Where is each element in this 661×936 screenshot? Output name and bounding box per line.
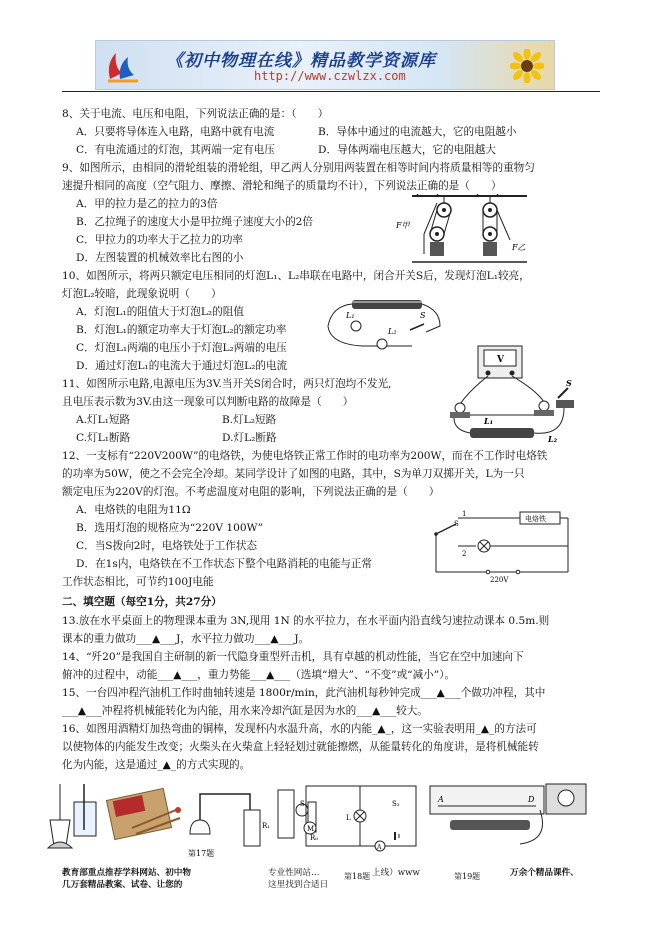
q12-option-d-2: 工作状态相比，可节约100J电能	[62, 576, 214, 588]
caption-q17: 第17题	[188, 849, 215, 858]
footer-line-5: 上线）www	[372, 868, 420, 878]
q11-option-a: A.灯L₁短路	[76, 414, 131, 426]
q11-option-c: C.灯L₁断路	[76, 432, 131, 444]
q10-stem-2: 灯泡L₂较暗，此现象说明（ ）	[62, 288, 222, 300]
q10-option-b: B．灯泡L₁的额定功率大于灯泡L₂的额定功率	[76, 324, 287, 336]
footer-line-3: 专业性网站…	[268, 868, 320, 878]
q10-option-d: D．通过灯泡L₁的电流大于通过灯泡L₂的电流	[76, 360, 288, 372]
q11-option-d: D.灯L₂断路	[222, 432, 277, 444]
pulley-label-f-jia: F甲	[396, 221, 410, 230]
circuit-label-s1: S₁	[300, 800, 308, 808]
q14-stem-2: 俯冲的过程中，动能___▲___，重力势能___▲___（选填“增大”、“不变”或“减小”）。	[62, 669, 456, 681]
pulley-figure	[392, 194, 542, 266]
circuit-label-s2: S₂	[392, 800, 400, 808]
alcohol-lamp-figure	[48, 784, 96, 848]
matchbox-figure	[106, 788, 181, 839]
series-lamp-label-l2: L₂	[388, 327, 397, 336]
circuit-label-220v: 220V	[490, 576, 509, 584]
q11-option-b: B.灯L₂短路	[222, 414, 277, 426]
q9-option-b: B．乙拉绳子的速度大小是甲拉绳子速度大小的2倍	[76, 216, 313, 228]
series-lamp-label-s: S	[420, 311, 426, 320]
pulley-label-f-yi: F乙	[512, 243, 526, 252]
resistance-wire-figure	[430, 784, 586, 844]
q8-option-b: B．导体中通过的电流越大，它的电阻越小	[318, 126, 517, 138]
circuit-label-m: M	[307, 825, 315, 833]
caption-q18: 第18题	[344, 872, 371, 881]
circuit-label-1: 1	[462, 510, 467, 518]
series-lamp-figure	[322, 296, 447, 354]
q12-stem-2: 的功率为50W，使之不会完全冷却。某同学设计了如图的电路，其中，S为单刀双掷开关，L为一只	[62, 468, 525, 480]
section-2-heading: 二、填空题（每空1分，共27分）	[62, 596, 222, 608]
q10-option-c: C．灯泡L₁两端的电压小于灯泡L₂两端的电压	[76, 342, 287, 354]
sunflower-icon	[510, 49, 544, 83]
voltmeter-label-s: S	[566, 378, 572, 388]
circuit-label-s: S	[454, 520, 459, 528]
q9-option-c: C．甲拉力的功率大于乙拉力的功率	[76, 234, 244, 246]
bent-tube-figure	[188, 794, 270, 858]
header-banner	[95, 40, 555, 90]
q12-stem: 12、一支标有“220V200W”的电烙铁，为使电烙铁正常工作时的电功率为200W，而在不工作时电烙铁	[62, 450, 548, 462]
banner-title: 《初中物理在线》精品教学资源库	[166, 51, 436, 71]
q14-stem: 14、“歼20”是我国自主研制的新一代隐身重型歼击机，具有卓越的机动性能，当它在空中加速向下	[62, 651, 524, 663]
q13-stem-2: 课本的重力做功___▲___J，水平拉力做功___▲___J。	[62, 633, 310, 645]
footer-line-2: 几万套精品教案、试卷、让您的	[62, 880, 183, 890]
banner-url[interactable]: http://www.czwlzx.com	[254, 69, 406, 83]
footer-line-6: 万余个精品课件、	[510, 868, 579, 878]
q12-option-b: B．选用灯泡的规格应为“220V 100W”	[76, 522, 264, 534]
voltmeter-label-v: V	[497, 355, 504, 365]
resistor-figure	[278, 790, 318, 842]
wire-label-a: A	[438, 795, 444, 804]
circuit-label-dianlaotie: 电烙铁	[525, 515, 546, 523]
caption-q19: 第19题	[454, 872, 481, 881]
header-rule	[62, 91, 600, 92]
circuit-label-a: A	[377, 844, 382, 851]
site-logo-icon	[102, 45, 142, 85]
q16-stem-3: 化为内能，这是通过_▲_的方式实现的。	[62, 759, 251, 771]
q12-option-c: C．当S拨向2时，电烙铁处于工作状态	[76, 540, 258, 552]
q11-stem-2: 且电压表示数为3V.由这一现象可以判断电路的故障是（ ）	[62, 396, 354, 408]
footer-line-1: 教育部重点推荐学科网站、初中物	[62, 868, 191, 878]
voltmeter-figure	[440, 340, 580, 448]
q15-stem: 15、一台四冲程汽油机工作时曲轴转速是 1800r/min，此汽油机每秒钟完成___▲___个做功冲程，其中	[62, 687, 546, 699]
q9-stem-2: 速提升相同的高度（空气阻力、摩擦、滑轮和绳子的质量均不计），下列说法正确的是（ ）	[62, 180, 502, 192]
series-lamp-label-l1: L₁	[346, 311, 355, 320]
q9-stem: 9、如图所示，由相同的滑轮组装的滑轮组，甲乙两人分别用两装置在相等时间内将质量相等的重物匀	[62, 162, 535, 174]
q8-option-a: A．只要将导体连入电路，电路中就有电流	[76, 126, 275, 138]
circuit-label-2: 2	[462, 550, 467, 558]
voltmeter-label-l1: L₁	[484, 416, 494, 426]
soldering-iron-circuit	[428, 506, 578, 584]
q10-option-a: A．灯泡L₁的阻值大于灯泡L₂的阻值	[76, 306, 244, 318]
q16-stem-2: 以使物体的内能发生改变；火柴头在火柴盒上轻轻划过就能擦燃，从能量转化的角度讲，是将机械能转	[62, 741, 539, 753]
q11-stem: 11、如图所示电路,电源电压为3V.当开关S闭合时，两只灯泡均不发光,	[62, 378, 392, 390]
q10-stem: 10、如图所示，将两只额定电压相同的灯泡L₁、L₂串联在电路中，闭合开关S后，发现灯泡L₁较亮，	[62, 270, 530, 282]
bent-tube-label-r1: R₁	[262, 822, 271, 830]
q12-option-d: D．在1s内，电烙铁在不工作状态下整个电路消耗的电能与正常	[76, 558, 373, 570]
resistor-label-r0: R₀	[310, 834, 319, 842]
q12-stem-3: 额定电压为220V的灯泡。不考虑温度对电阻的影响，下列说法正确的是（ ）	[62, 486, 440, 498]
q8-option-c: C．有电流通过的灯泡，其两端一定有电压	[76, 144, 275, 156]
q12-option-a: A．电烙铁的电阻为11Ω	[76, 504, 191, 516]
q8-stem: 8、关于电流、电压和电阻，下列说法正确的是：（ ）	[62, 108, 329, 120]
wire-label-d: D	[528, 795, 535, 804]
q9-option-d: D．左图装置的机械效率比右图的小	[76, 252, 244, 264]
bottom-figures	[40, 780, 600, 860]
q8-option-d: D．导体两端电压越大，它的电阻越大	[318, 144, 496, 156]
circuit-label-lamp: L	[346, 814, 351, 822]
q9-option-a: A．甲的拉力是乙的拉力的3倍	[76, 198, 218, 210]
voltmeter-label-l2: L₂	[548, 434, 558, 444]
q13-stem: 13.放在水平桌面上的物理课本重为 3N,现用 1N 的水平拉力，在水平面内沿直线匀速拉动课本 0.5m.则	[62, 615, 550, 627]
footer-line-4: 这里找到合适日	[268, 880, 329, 890]
q16-stem: 16、如图用酒精灯加热弯曲的铜棒，发现杯内水温升高，水的内能_▲_，这一实验表明用_▲_的方法可	[62, 723, 537, 735]
q15-stem-2: ___▲___冲程将机械能转化为内能，用水来冷却汽缸是因为水的___▲___较大。	[62, 705, 428, 717]
